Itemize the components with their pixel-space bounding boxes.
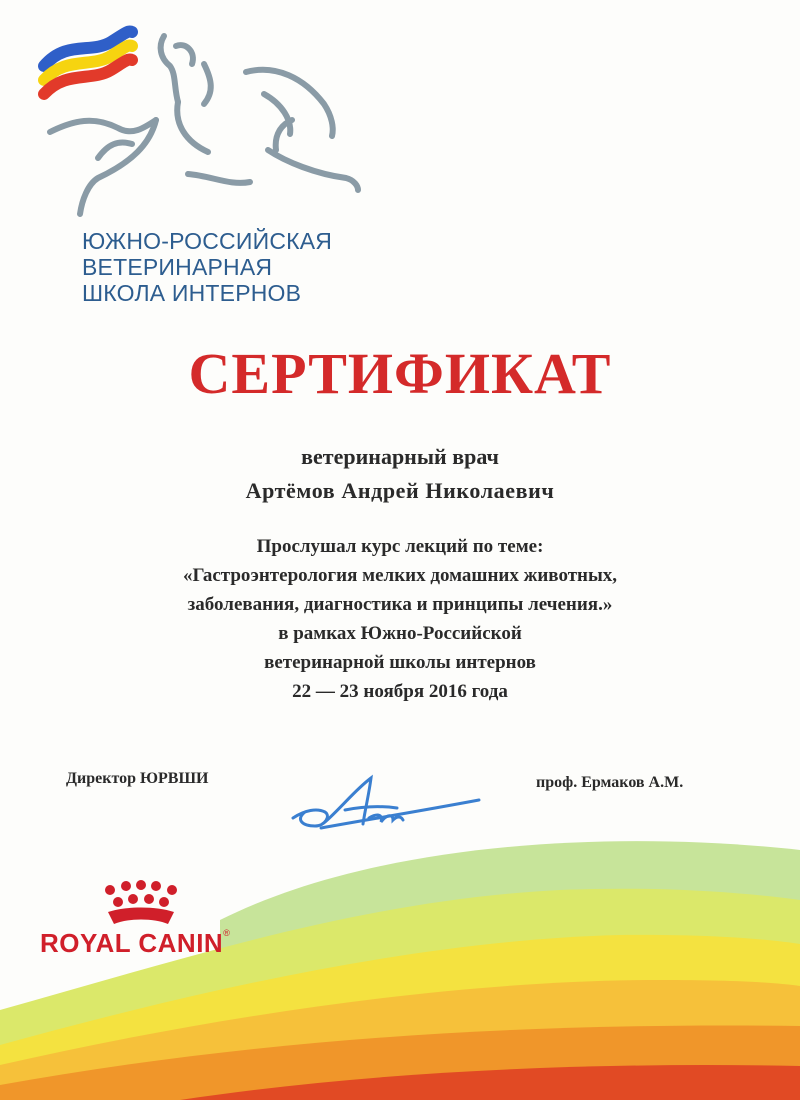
- professor-name: проф. Ермаков А.М.: [536, 774, 684, 791]
- course-line: в рамках Южно-Российской: [278, 623, 522, 644]
- course-dates: 22 — 23 ноября 2016 года: [292, 681, 508, 702]
- royal-canin-crown-icon: [96, 880, 186, 930]
- recipient-profession: ветеринарный врач: [301, 444, 499, 469]
- course-description: [40, 532, 760, 706]
- course-line: Прослушал курс лекций по теме:: [256, 536, 544, 557]
- trademark-symbol: ®: [223, 928, 231, 938]
- school-name: [82, 228, 332, 306]
- course-line: ветеринарной школы интернов: [264, 652, 536, 673]
- certificate-body: [40, 440, 760, 706]
- certificate-title: СЕРТИФИКАТ: [188, 341, 612, 406]
- director-title: Директор ЮРВШИ: [66, 770, 209, 787]
- royal-canin-logo: [40, 928, 230, 959]
- school-logo-icon: [36, 24, 376, 229]
- course-line: заболевания, диагностика и принципы лечения.»: [187, 594, 613, 615]
- school-name-line: ЮЖНО-РОССИЙСКАЯ: [82, 228, 333, 254]
- royal-canin-brand: ROYAL CANIN: [40, 928, 224, 958]
- course-line: «Гастроэнтерология мелких домашних животных,: [182, 565, 618, 586]
- school-name-line: ШКОЛА ИНТЕРНОВ: [82, 280, 302, 306]
- school-name-line: ВЕТЕРИНАРНАЯ: [82, 254, 273, 280]
- recipient-name: Артёмов Андрей Николаевич: [245, 478, 555, 503]
- rainbow-wave-decoration: [0, 830, 800, 1100]
